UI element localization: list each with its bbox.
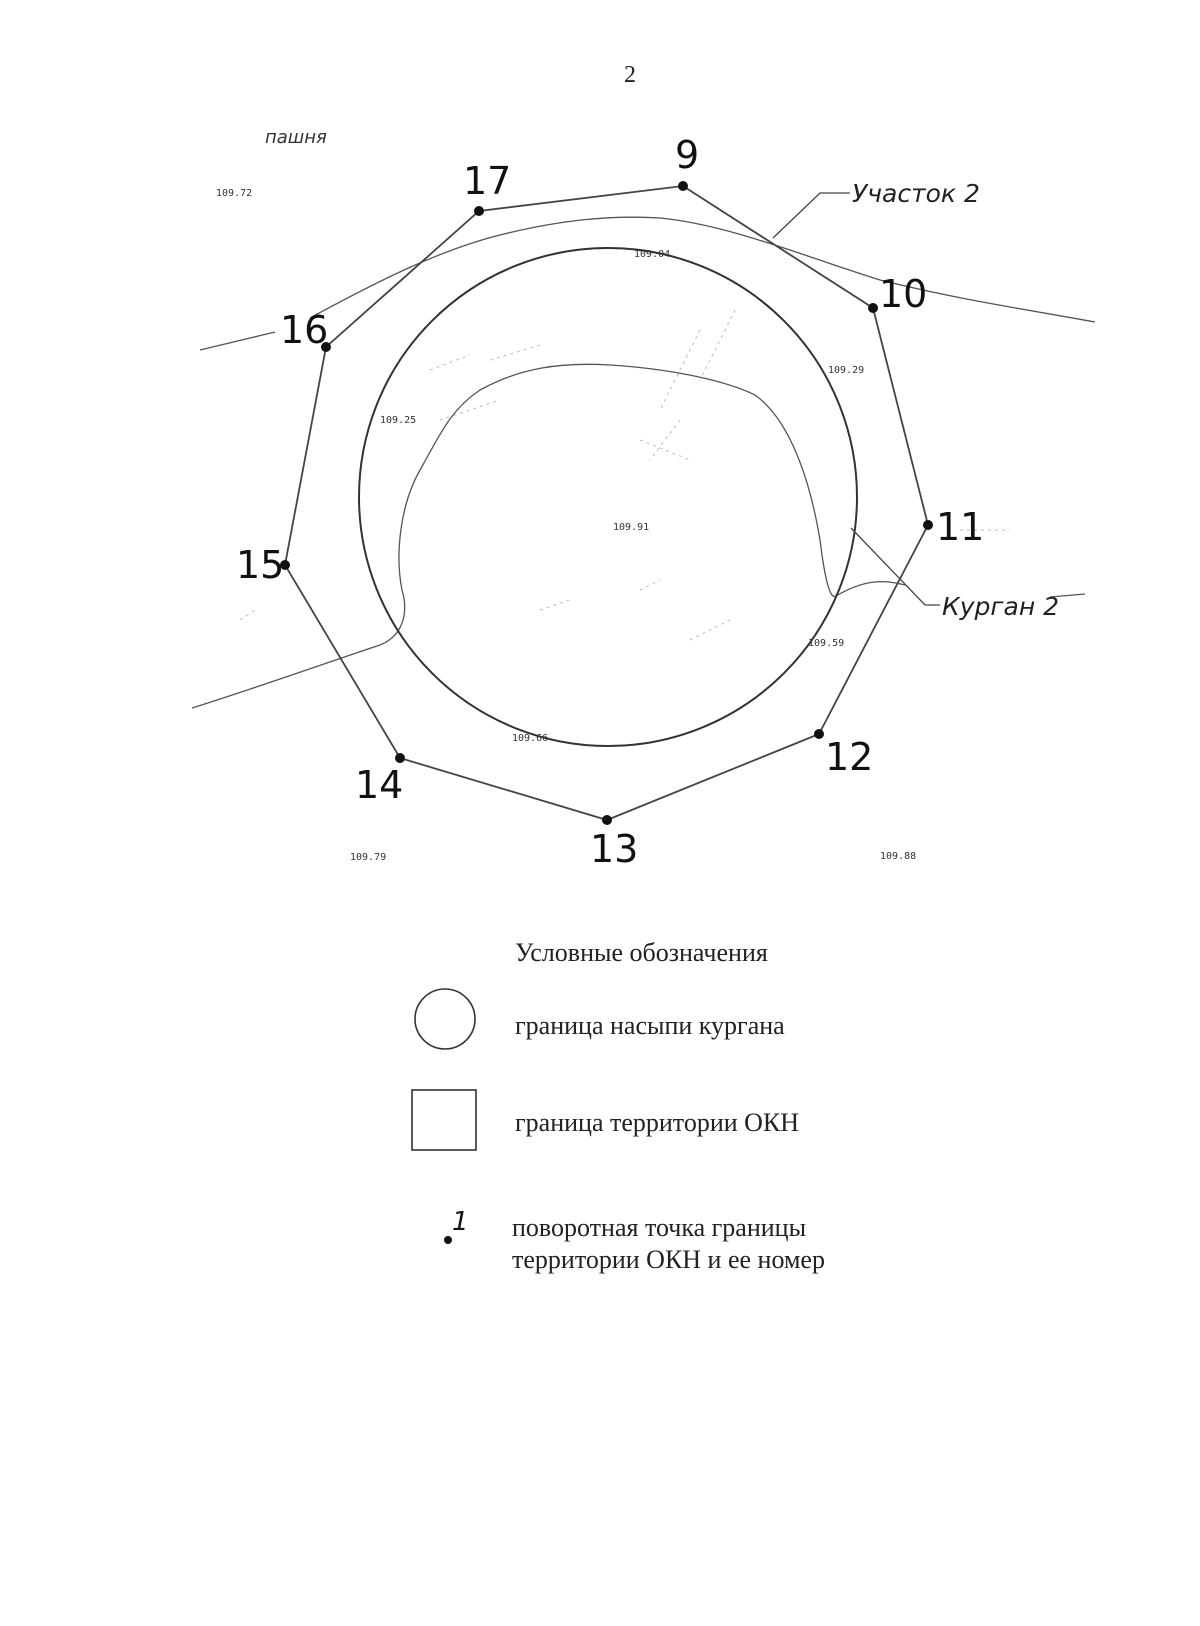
point-17-marker [474, 206, 484, 216]
page-number: 2 [624, 62, 636, 88]
elevation-mark: 109.04 [634, 249, 671, 260]
point-15-label: 15 [236, 543, 285, 587]
point-17-label: 17 [463, 159, 512, 203]
legend-turning-point-line1: поворотная точка границы [512, 1213, 807, 1242]
left-edge-line [200, 332, 275, 350]
elevation-mark: 109.79 [350, 852, 387, 863]
point-11-marker [923, 520, 933, 530]
elevation-mark: 109.72 [216, 188, 253, 199]
legend-okn-symbol [410, 1088, 480, 1154]
plot-label: Участок 2 [852, 179, 980, 208]
point-14-label: 14 [355, 763, 404, 807]
field-label: пашня [265, 127, 327, 148]
legend-mound-symbol [412, 986, 478, 1052]
point-9-marker [678, 181, 688, 191]
point-10-marker [868, 303, 878, 313]
point-13-marker [602, 815, 612, 825]
elevation-mark: 109.91 [613, 522, 650, 533]
legend-turning-point-symbol [440, 1200, 480, 1250]
point-13-label: 13 [590, 827, 639, 871]
mound-label: Курган 2 [942, 592, 1060, 621]
legend-turning-point-line2: территории ОКН и ее номер [512, 1245, 825, 1274]
point-12-label: 12 [825, 735, 874, 779]
mound-label-leader [851, 528, 940, 605]
legend-mound-boundary-text: граница насыпи кургана [515, 1011, 785, 1040]
elevation-mark: 109.66 [512, 733, 549, 744]
elevation-mark: 109.88 [880, 851, 917, 862]
point-12-marker [814, 729, 824, 739]
point-10-label: 10 [879, 272, 928, 316]
elevation-mark: 109.29 [828, 365, 865, 376]
point-9-label: 9 [675, 133, 700, 177]
legend-okn-boundary-text: граница территории ОКН [515, 1108, 800, 1137]
legend-title: Условные обозначения [515, 938, 768, 967]
point-11-label: 11 [936, 505, 985, 549]
point-16-label: 16 [280, 308, 329, 352]
plot-label-leader [773, 193, 850, 238]
plot-boundary-line [310, 217, 1095, 322]
point-14-marker [395, 753, 405, 763]
elevation-mark: 109.25 [380, 415, 417, 426]
elevation-mark: 109.59 [808, 638, 845, 649]
legend-turning-point-number: 1 [452, 1207, 469, 1237]
legend-turning-point-text [512, 1212, 825, 1276]
mound-boundary [359, 248, 857, 746]
